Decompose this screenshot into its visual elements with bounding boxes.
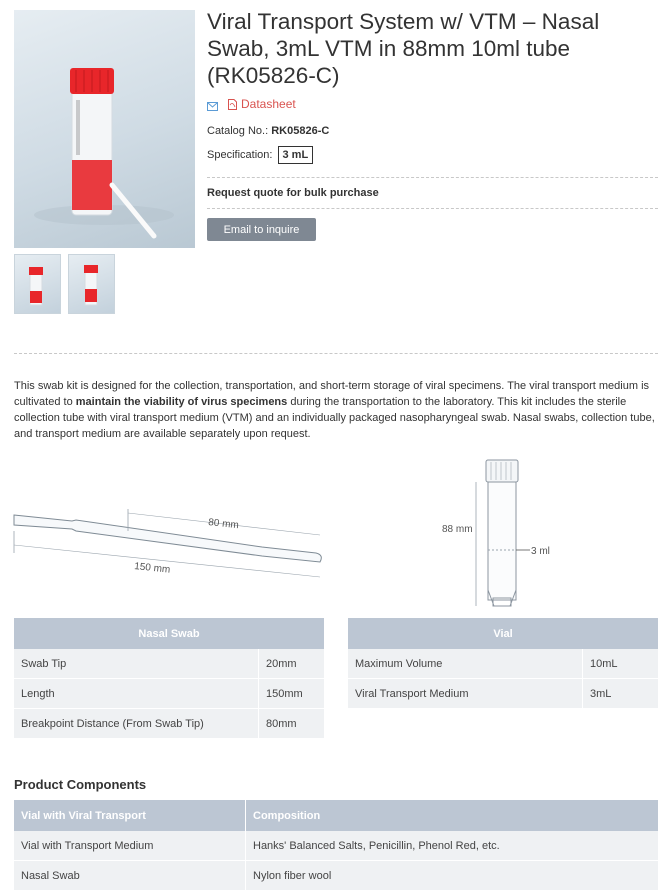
row-value: 3mL — [583, 679, 659, 709]
spec-label: Specification: — [207, 149, 273, 161]
length-dimension-label: 150 mm — [133, 561, 171, 576]
product-title: Viral Transport System w/ VTM – Nasal Swab, 3mL VTM in 88mm 10ml tube (RK05826-C) — [207, 9, 600, 88]
component-composition: Hanks' Balanced Salts, Penicillin, Phenol Red, etc. — [246, 831, 659, 861]
component-composition: Nylon fiber wool — [246, 861, 659, 891]
table-row — [348, 679, 658, 709]
email-icon[interactable] — [207, 100, 218, 108]
breakpoint-dimension-label: 80 mm — [207, 517, 240, 532]
components-header-item: Vial with Viral Transport — [14, 800, 246, 831]
nasal-swab-table-header: Nasal Swab — [14, 618, 324, 649]
product-components-title: Product Components — [14, 777, 147, 792]
vial-diagram — [438, 458, 568, 614]
description-text-end: during the transportation to the laboratory. This kit includes the sterile collection tube with viral transport medium (VTM) and an individually packaged nasopharyngeal swab. Nasal swabs, collection tube, and transport medium are available separately upon request. — [14, 396, 655, 440]
vial-table — [348, 618, 658, 709]
table-row — [14, 649, 324, 679]
row-label: Viral Transport Medium — [348, 679, 583, 709]
row-label: Breakpoint Distance (From Swab Tip) — [14, 709, 259, 739]
product-components-table — [14, 800, 658, 891]
table-row — [348, 649, 658, 679]
catalog-number — [207, 125, 329, 137]
divider — [207, 177, 658, 178]
vial-table-header: Vial — [348, 618, 658, 649]
row-label: Swab Tip — [14, 649, 259, 679]
product-description — [14, 378, 659, 442]
row-label: Length — [14, 679, 259, 709]
product-thumbnail-2[interactable] — [68, 254, 115, 314]
product-main-image[interactable] — [14, 10, 195, 248]
description-text: This swab kit is designed for the collection, transportation, and short-term storage of viral specimens. The viral transport medium is cultivated to — [14, 380, 650, 408]
pdf-icon — [228, 99, 237, 110]
specification — [207, 146, 313, 164]
product-thumbnail-1[interactable] — [14, 254, 61, 314]
spec-option[interactable]: 3 mL — [278, 146, 314, 164]
nasal-swab-table — [14, 618, 324, 739]
components-header-composition: Composition — [246, 800, 659, 831]
component-item: Nasal Swab — [14, 861, 246, 891]
bulk-purchase-text: Request quote for bulk purchase — [207, 187, 379, 199]
table-row — [14, 679, 324, 709]
row-value: 150mm — [259, 679, 325, 709]
row-value: 80mm — [259, 709, 325, 739]
description-highlight: maintain the viability of virus specimens — [75, 396, 288, 408]
product-links — [207, 97, 296, 111]
swab-diagram — [12, 505, 328, 585]
divider — [207, 208, 658, 209]
row-label: Maximum Volume — [348, 649, 583, 679]
email-inquire-button[interactable]: Email to inquire — [207, 218, 316, 241]
datasheet-link[interactable] — [228, 97, 296, 111]
row-value: 20mm — [259, 649, 325, 679]
table-row — [14, 709, 324, 739]
vial-height-label: 88 mm — [442, 524, 473, 535]
vial-volume-label: 3 ml — [531, 546, 550, 557]
table-row — [14, 861, 658, 891]
component-item: Vial with Transport Medium — [14, 831, 246, 861]
catalog-label: Catalog No.: — [207, 125, 269, 137]
datasheet-label: Datasheet — [241, 97, 296, 111]
row-value: 10mL — [583, 649, 659, 679]
table-row — [14, 831, 658, 861]
section-divider — [14, 353, 658, 354]
catalog-value: RK05826-C — [271, 125, 330, 137]
